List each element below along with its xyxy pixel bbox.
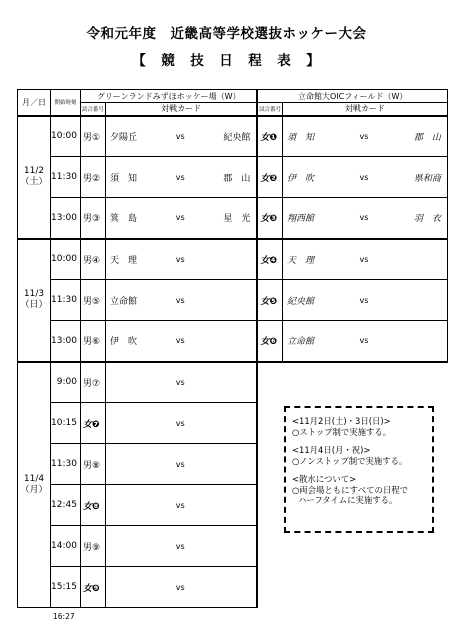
match-number: 女❽ (80, 485, 105, 526)
header-card-venue1: 対戦カード (105, 103, 257, 116)
match-card (105, 526, 257, 567)
match-card-row (283, 211, 447, 224)
page-subtitle: 【 競 技 日 程 表 】 (132, 53, 321, 69)
schedule-row (18, 116, 448, 157)
vs-label: vs (175, 377, 185, 387)
match-card (282, 239, 447, 280)
note-line: <散水について> (292, 474, 357, 484)
team-left: 箕 島 (109, 214, 137, 225)
match-number: 女❾ (80, 567, 105, 608)
start-time: 10:00 (51, 116, 81, 157)
match-number: 女❻ (257, 321, 282, 362)
match-number: 女❼ (80, 403, 105, 444)
match-number: 男⑦ (80, 362, 105, 403)
match-card (105, 403, 257, 444)
note-line: <11月2日(土)・3日(日)> (292, 416, 391, 426)
vs-label: vs (175, 500, 185, 510)
match-card (105, 239, 257, 280)
match-card-row (283, 334, 447, 347)
match-card (105, 444, 257, 485)
schedule-row (18, 321, 448, 362)
match-card-row (106, 253, 257, 266)
match-card (105, 280, 257, 321)
note-gap (292, 437, 426, 445)
end-time: 16:27 (53, 612, 75, 621)
vs-label: vs (359, 295, 369, 305)
schedule-row (18, 157, 448, 198)
match-card-row (106, 542, 257, 551)
match-number: 男① (80, 116, 105, 157)
note-gap (292, 466, 426, 474)
day-weekday: （土） (20, 177, 48, 187)
match-number: 男⑧ (80, 444, 105, 485)
header-date: 月／日 (18, 90, 51, 116)
team-right: 羽 衣 (413, 214, 441, 225)
match-card (282, 280, 447, 321)
start-time: 9:00 (51, 362, 81, 403)
match-card (105, 116, 257, 157)
vs-label: vs (359, 131, 369, 141)
team-left: 伊 吹 (286, 173, 314, 184)
vs-label: vs (175, 213, 185, 223)
team-left: 伊 吹 (109, 337, 137, 348)
day-date: 11/3 (23, 289, 45, 299)
vs-label: vs (359, 336, 369, 346)
vs-label: vs (175, 541, 185, 551)
start-time: 15:15 (51, 567, 81, 608)
match-card-row (106, 334, 257, 347)
team-left: 立命館 (286, 337, 314, 348)
vs-label: vs (175, 254, 185, 264)
match-number: 男⑨ (80, 526, 105, 567)
page-title: 令和元年度 近畿高等学校選抜ホッケー大会 (86, 26, 367, 42)
start-time: 11:30 (51, 444, 81, 485)
match-number: 女❸ (257, 198, 282, 239)
start-time: 14:00 (51, 526, 81, 567)
match-card (105, 157, 257, 198)
schedule-row (18, 280, 448, 321)
team-left: 須 知 (109, 173, 137, 184)
match-number: 男④ (80, 239, 105, 280)
match-card (105, 198, 257, 239)
team-right: 郡 山 (413, 132, 441, 143)
start-time: 11:30 (51, 280, 81, 321)
vs-label: vs (175, 172, 185, 182)
team-right: 紀央館 (223, 132, 251, 143)
match-card-row (283, 171, 447, 184)
start-time: 10:15 (51, 403, 81, 444)
team-left: 夕陽丘 (109, 132, 137, 143)
match-card-row (283, 253, 447, 266)
header-match-no-venue2: 試合番号 (257, 103, 282, 116)
team-right: 郡 山 (223, 173, 251, 184)
start-time: 13:00 (51, 198, 81, 239)
match-number: 女❷ (257, 157, 282, 198)
team-left: 翔西館 (286, 214, 314, 225)
match-card-row (106, 419, 257, 428)
match-number: 女❹ (257, 239, 282, 280)
day-weekday: （日） (20, 300, 48, 310)
day-date: 11/4 (23, 473, 45, 484)
notes-box (284, 406, 434, 533)
vs-label: vs (175, 459, 185, 469)
note-line: ハーフタイムに実施する。 (298, 495, 398, 505)
team-left: 立命館 (109, 296, 137, 307)
schedule-row (18, 239, 448, 280)
header-venue1: グリーンランドみずほホッケー場（W） (80, 90, 257, 103)
start-time: 12:45 (51, 485, 81, 526)
note-line: <11月4日(月・祝)> (292, 445, 371, 455)
day-weekday: （月） (20, 484, 48, 495)
match-card-row (106, 130, 257, 143)
match-card (282, 198, 447, 239)
team-left: 紀央館 (286, 296, 314, 307)
team-right: 星 光 (223, 214, 251, 225)
match-card (105, 321, 257, 362)
header-match-no-venue1: 試合番号 (80, 103, 105, 116)
day-cell (18, 116, 51, 239)
day-cell (18, 239, 51, 362)
match-card-row (283, 294, 447, 307)
match-card-row (283, 130, 447, 143)
match-card-row (106, 171, 257, 184)
match-card (105, 362, 257, 403)
start-time: 11:30 (51, 157, 81, 198)
match-card-row (106, 211, 257, 224)
match-number: 男⑥ (80, 321, 105, 362)
match-number: 男③ (80, 198, 105, 239)
match-number: 女❺ (257, 280, 282, 321)
match-number: 男② (80, 157, 105, 198)
note-line: ○ノンストップ制で実施する。 (292, 455, 408, 466)
schedule-row (18, 362, 448, 403)
match-card-row (106, 294, 257, 307)
match-card (105, 567, 257, 608)
match-card (282, 116, 447, 157)
vs-label: vs (175, 418, 185, 428)
vs-label: vs (359, 213, 369, 223)
match-number: 男⑤ (80, 280, 105, 321)
vs-label: vs (175, 295, 185, 305)
match-card-row (106, 583, 257, 592)
vs-label: vs (175, 582, 185, 592)
match-card (105, 485, 257, 526)
note-line: ○ストップ制で実施する。 (292, 426, 392, 437)
vs-label: vs (175, 336, 185, 346)
header-start-time: 開始時刻 (51, 90, 81, 116)
note-line: ○両会場ともにすべての日程で (292, 484, 409, 495)
schedule-row (18, 198, 448, 239)
header-card-venue2: 対戦カード (282, 103, 447, 116)
start-time: 10:00 (51, 239, 81, 280)
team-right: 県和商 (413, 173, 441, 184)
vs-label: vs (359, 172, 369, 182)
match-card (282, 157, 447, 198)
header-venue2: 立命館大OICフィールド（W） (257, 90, 447, 103)
day-cell (18, 362, 51, 608)
match-card-row (106, 501, 257, 510)
match-card-row (106, 378, 257, 387)
day-date: 11/2 (23, 166, 45, 176)
match-card (282, 321, 447, 362)
vs-label: vs (175, 131, 185, 141)
team-left: 天 理 (286, 255, 314, 266)
vs-label: vs (359, 254, 369, 264)
team-left: 天 理 (109, 255, 137, 266)
match-card-row (106, 460, 257, 469)
start-time: 13:00 (51, 321, 81, 362)
team-left: 須 知 (286, 132, 314, 143)
match-number: 女❶ (257, 116, 282, 157)
